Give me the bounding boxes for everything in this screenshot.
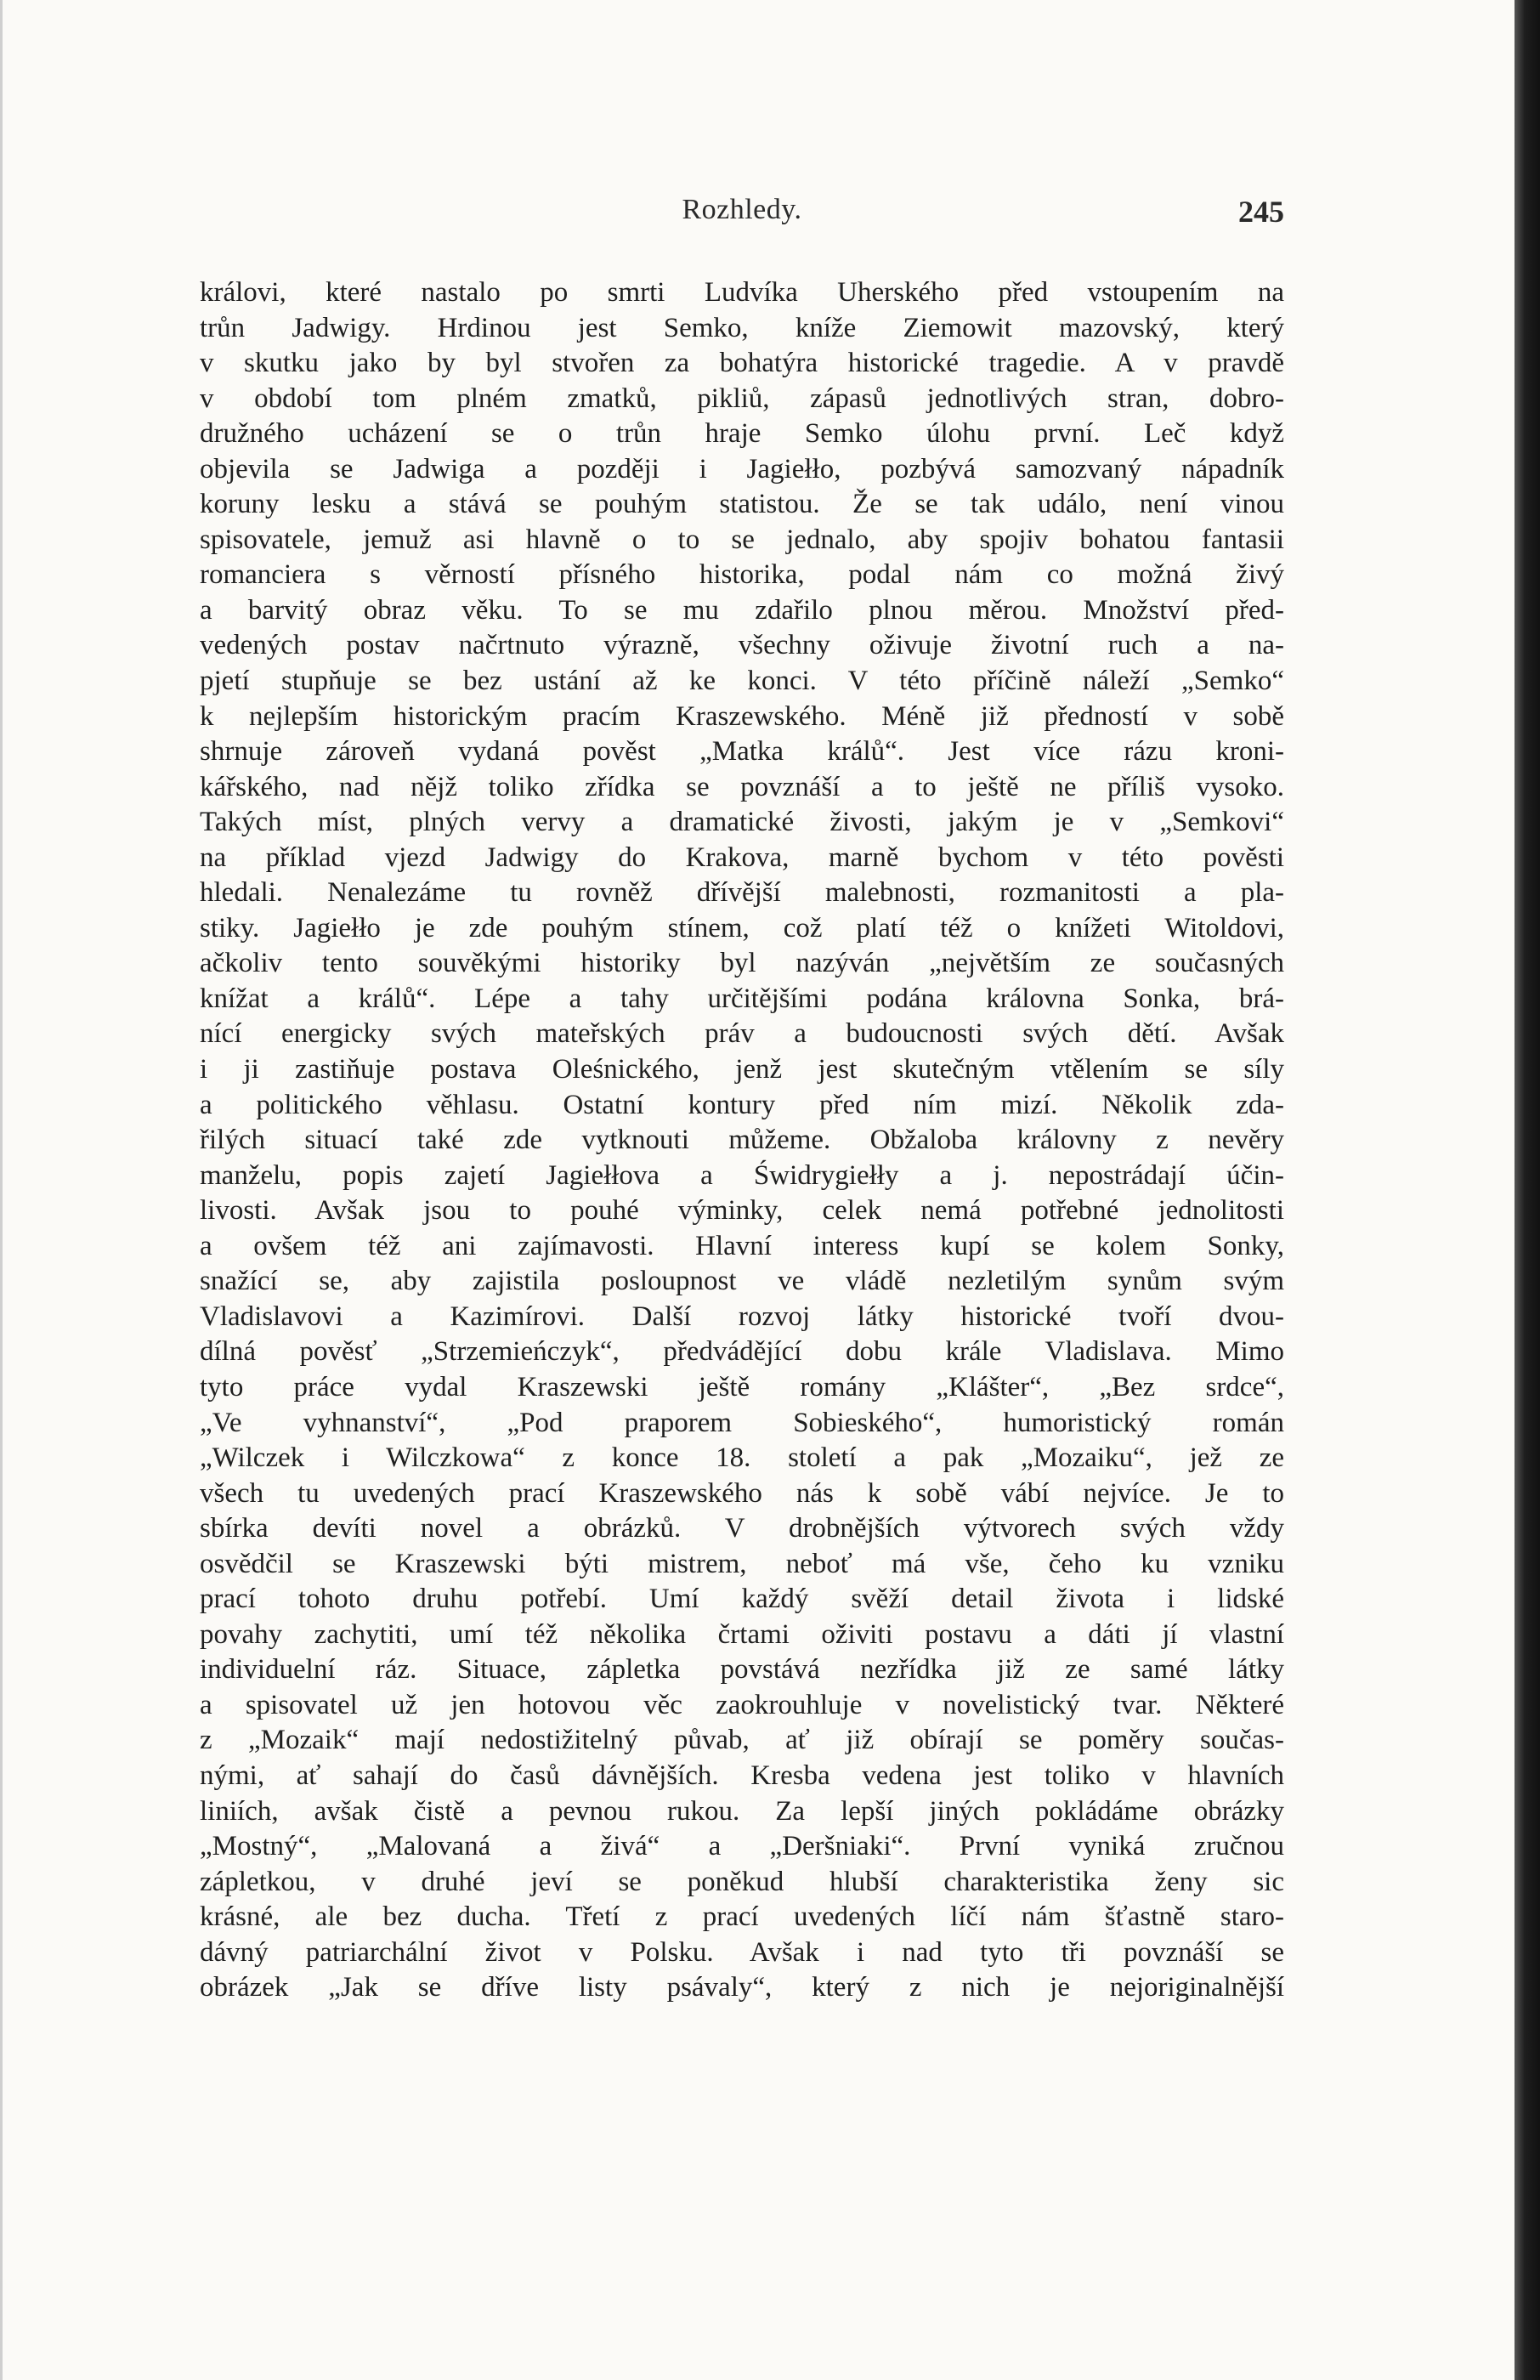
- text-line: livosti. Avšak jsou to pouhé výminky, celek nemá potřebné jednolitosti: [200, 1195, 1284, 1227]
- text-line: trůn Jadwigy. Hrdinou jest Semko, kníže Ziemowit mazovský, který: [200, 312, 1284, 343]
- text-line: krásné, ale bez ducha. Třetí z prací uvedených líčí nám šťastně staro-: [200, 1901, 1284, 1933]
- text-line: individuelní ráz. Situace, zápletka povstává nezřídka již ze samé látky: [200, 1654, 1284, 1686]
- text-line: liniích, avšak čistě a pevnou rukou. Za lepší jiných pokládáme obrázky: [200, 1795, 1284, 1827]
- text-line: snažící se, aby zajistila posloupnost ve vládě nezletilým synům svým: [200, 1266, 1284, 1297]
- text-line: a politického věhlasu. Ostatní kontury před ním mizí. Několik zda-: [200, 1089, 1284, 1120]
- text-line: z „Mozaik“ mají nedostižitelný půvab, ať již obírají se poměry součas-: [200, 1725, 1284, 1756]
- text-line: i ji zastiňuje postava Oleśnického, jenž jest skutečným vtělením se síly: [200, 1054, 1284, 1085]
- text-line: ačkoliv tento souvěkými historiky byl nazýván „největším ze současných: [200, 948, 1284, 979]
- text-line: povahy zachytiti, umí též několika črtami oživiti postavu a dáti jí vlastní: [200, 1618, 1284, 1650]
- text-line: a ovšem též ani zajímavosti. Hlavní interess kupí se kolem Sonky,: [200, 1230, 1284, 1261]
- text-line: objevila se Jadwiga a později i Jagiełło, pozbývá samozvaný nápadník: [200, 453, 1284, 484]
- page-number: 245: [1238, 195, 1284, 229]
- text-line: na příklad vjezd Jadwigy do Krakova, marně bychom v této pověsti: [200, 842, 1284, 873]
- text-line: Takých míst, plných vervy a dramatické živosti, jakým je v „Semkovi“: [200, 807, 1284, 838]
- text-line: „Wilczek i Wilczkowa“ z konce 18. století a pak „Mozaiku“, jež ze: [200, 1442, 1284, 1474]
- text-line: knížat a králů“. Lépe a tahy určitějšími podána královna Sonka, brá-: [200, 983, 1284, 1014]
- text-line: Vladislavovi a Kazimírovi. Další rozvoj látky historické tvoří dvou-: [200, 1300, 1284, 1332]
- text-line: řilých situací také zde vytknouti můžeme. Obžaloba královny z nevěry: [200, 1125, 1284, 1156]
- text-line: pjetí stupňuje se bez ustání až ke konci. V této příčině náleží „Semko“: [200, 666, 1284, 697]
- text-line: shrnuje zároveň vydaná pověst „Matka králů“. Jest více rázu kroni-: [200, 736, 1284, 768]
- text-line: v skutku jako by byl stvořen za bohatýra historické tragedie. A v pravdě: [200, 348, 1284, 379]
- text-line: stiky. Jagiełło je zde pouhým stínem, což platí též o knížeti Witoldovi,: [200, 912, 1284, 944]
- text-line: nými, ať sahají do časů dávnějších. Kresba vedena jest toliko v hlavních: [200, 1760, 1284, 1791]
- text-line: hledali. Nenalezáme tu rovněž dřívější malebnosti, rozmanitosti a pla-: [200, 877, 1284, 909]
- text-line: „Ve vyhnanství“, „Pod praporem Sobieského“, humoristický román: [200, 1407, 1284, 1438]
- text-line: a spisovatel už jen hotovou věc zaokrouhluje v novelistický tvar. Některé: [200, 1689, 1284, 1720]
- text-line: nící energicky svých mateřských práv a budoucnosti svých dětí. Avšak: [200, 1018, 1284, 1050]
- text-line: tyto práce vydal Kraszewski ještě romány „Klášter“, „Bez srdce“,: [200, 1371, 1284, 1402]
- text-line: kářského, nad nějž toliko zřídka se povznáší a to ještě ne příliš vysoko.: [200, 771, 1284, 802]
- text-line: dávný patriarchální život v Polsku. Avšak i nad tyto tři povznáší se: [200, 1936, 1284, 1968]
- running-title: Rozhledy.: [682, 194, 802, 225]
- text-line: manželu, popis zajetí Jagiełłova a Świdrygiełły a j. nepostrádají účin-: [200, 1159, 1284, 1191]
- text-line: spisovatele, jemuž asi hlavně o to se jednalo, aby spojiv bohatou fantasii: [200, 524, 1284, 555]
- text-line: obrázek „Jak se dříve listy psávaly“, který z nich je nejoriginalnější: [200, 1972, 1284, 2003]
- text-line: sbírka devíti novel a obrázků. V drobnějších výtvorech svých vždy: [200, 1513, 1284, 1544]
- text-line: „Mostný“, „Malovaná a živá“ a „Deršniaki“. První vyniká zručnou: [200, 1831, 1284, 1862]
- text-line: k nejlepším historickým pracím Kraszewského. Méně již předností v sobě: [200, 700, 1284, 732]
- text-line: koruny lesku a stává se pouhým statistou. Že se tak událo, není vinou: [200, 489, 1284, 520]
- text-line: všech tu uvedených prací Kraszewského nás k sobě vábí nejvíce. Je to: [200, 1477, 1284, 1509]
- body-text: [200, 275, 1284, 2006]
- text-line: prací tohoto druhu potřebí. Umí každý svěží detail života i lidské: [200, 1584, 1284, 1615]
- text-line: osvědčil se Kraszewski býti mistrem, neboť má vše, čeho ku vzniku: [200, 1548, 1284, 1579]
- text-line: a barvitý obraz věku. To se mu zdařilo plnou měrou. Množství před-: [200, 594, 1284, 626]
- text-line: dílná pověsť „Strzemieńczyk“, předvádějící dobu krále Vladislava. Mimo: [200, 1336, 1284, 1368]
- text-line: zápletkou, v druhé jeví se poněkud hlubší charakteristika ženy sic: [200, 1866, 1284, 1897]
- page-header: [200, 194, 1284, 236]
- text-line: královi, které nastalo po smrti Ludvíka Uherského před vstoupením na: [200, 277, 1284, 308]
- text-line: družného ucházení se o trůn hraje Semko úlohu první. Leč když: [200, 418, 1284, 450]
- text-line: v období tom plném zmatků, pikliů, zápasů jednotlivých stran, dobro-: [200, 382, 1284, 414]
- book-spine-edge: [1515, 0, 1540, 2380]
- text-line: vedených postav načrtnuto výrazně, všechny oživuje životní ruch a na-: [200, 630, 1284, 661]
- text-line: romanciera s věrností přísného historika, podal nám co možná živý: [200, 559, 1284, 591]
